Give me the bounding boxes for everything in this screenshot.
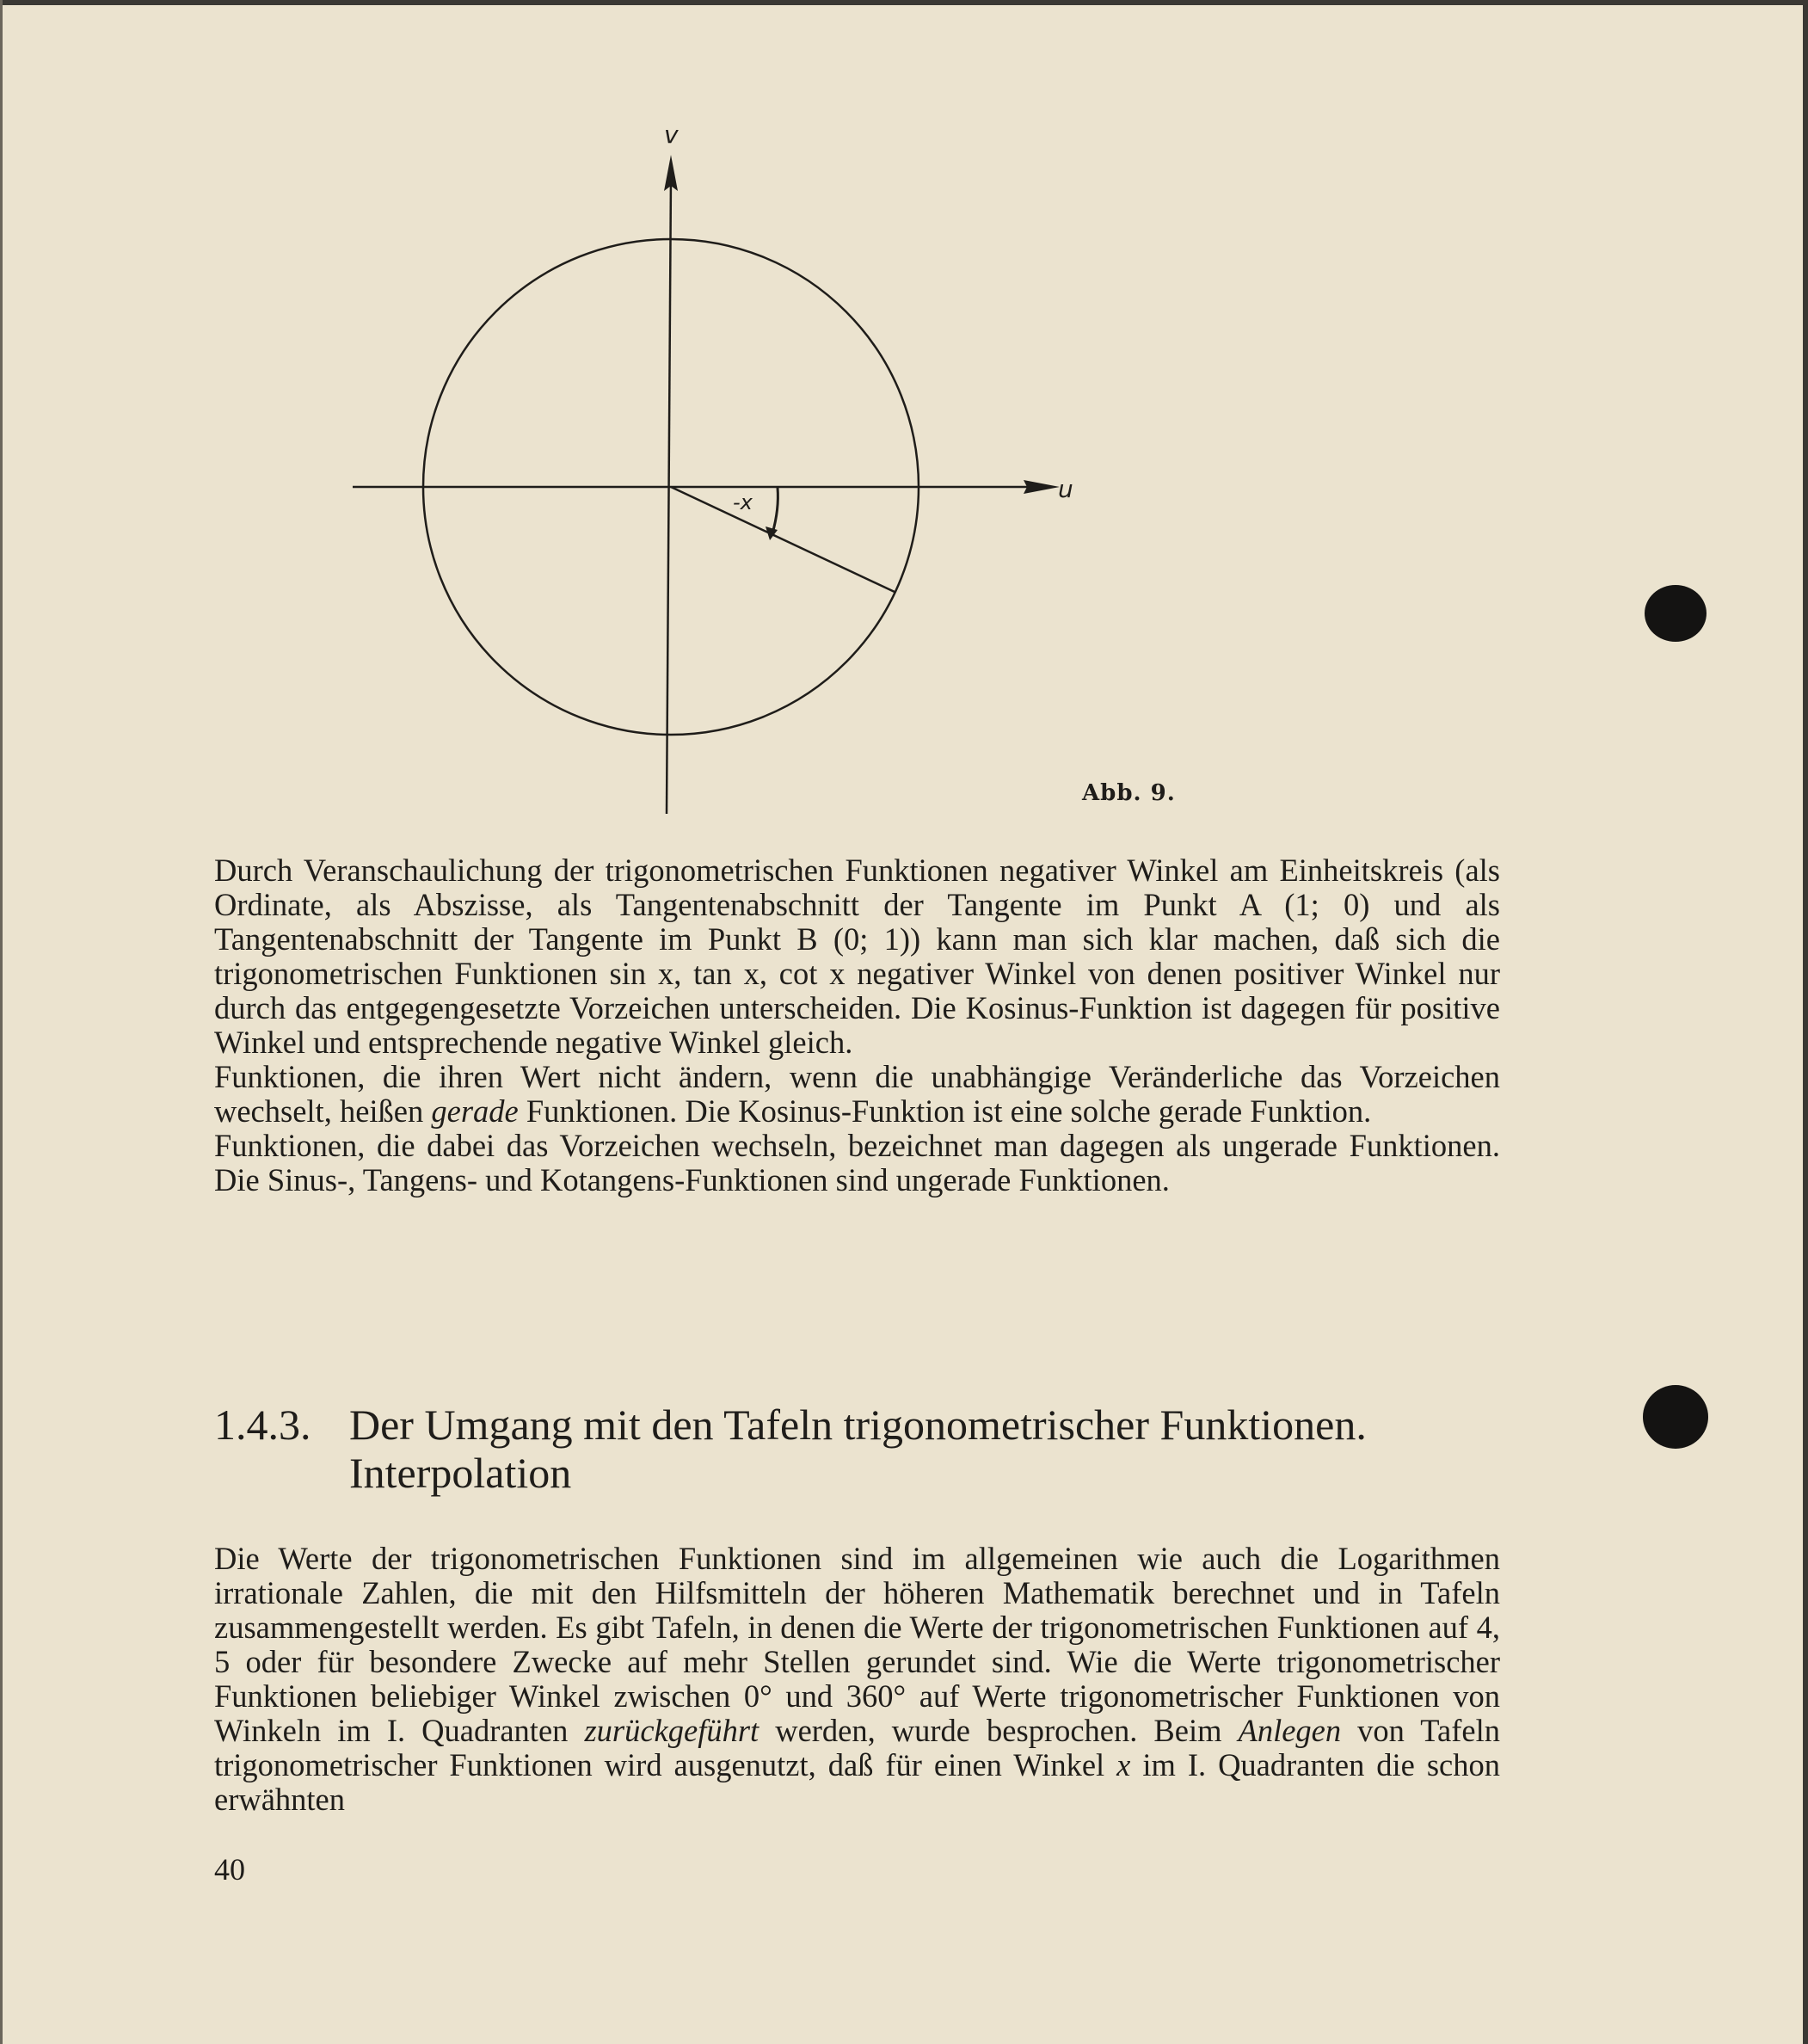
paragraph-2-end: Funktionen. Die Kosinus-Funktion ist eine solche gerade Funktion. bbox=[518, 1093, 1372, 1129]
v-axis-arrow bbox=[664, 155, 678, 191]
section-paragraph bbox=[214, 1542, 1500, 1817]
angle-arc bbox=[772, 488, 778, 533]
scan-edge-right bbox=[1803, 0, 1808, 2044]
u-axis-label: u bbox=[1058, 475, 1073, 503]
angle-arrow bbox=[766, 526, 778, 540]
section-title: Der Umgang mit den Tafeln trigonometrischer Funktionen. Interpolation bbox=[349, 1401, 1367, 1497]
paragraph-1: Durch Veranschaulichung der trigonometrischen Funktionen negativer Winkel am Einheitskreis (als Ordinate, als Abszisse, als Tangentenabschnitt der Tangente im Punkt A (1; 0) und als Tangentenabschnitt der Tangente im Punkt B (0; 1)) kann man sich klar machen, daß sich die trigonometrischen Funktionen sin x, tan x, cot x negativer Winkel von denen positiver Winkel nur durch das entgegengesetzte Vorzeichen unterscheiden. Die Kosinus-Funktion ist dagegen für positive Winkel und entsprechende negative Winkel gleich. bbox=[214, 853, 1500, 1060]
v-axis-label: v bbox=[664, 120, 679, 149]
scan-edge-top bbox=[0, 0, 1808, 5]
emphasis-zurueckgefuehrt: zurückgeführt bbox=[584, 1713, 759, 1748]
punch-hole-lower bbox=[1643, 1385, 1708, 1449]
u-axis-arrow bbox=[1024, 480, 1060, 494]
unit-circle-diagram bbox=[310, 112, 1135, 834]
radius-line bbox=[671, 487, 895, 592]
emphasis-variable-x: x bbox=[1116, 1747, 1131, 1782]
paragraph-2-start: Funktionen, die ihren Wert nicht ändern, wenn die unabhängige Veränderliche das Vorzeichen wechselt, heißen bbox=[214, 1059, 1500, 1129]
scan-edge-left bbox=[0, 0, 3, 2044]
figure-caption: Abb. 9. bbox=[1082, 780, 1176, 806]
unit-circle-figure bbox=[310, 112, 1135, 834]
paragraph-3: Funktionen, die dabei das Vorzeichen wechseln, bezeichnet man dagegen als ungerade Funktionen. Die Sinus-, Tangens- und Kotangens-Funktionen sind ungerade Funktionen. bbox=[214, 1128, 1500, 1197]
angle-label: -x bbox=[733, 490, 753, 514]
section-text-part-4: im I. Quadranten die schon erwähnten bbox=[214, 1747, 1500, 1817]
paragraph-2 bbox=[214, 1060, 1500, 1129]
body-text bbox=[214, 853, 1500, 1197]
section-text-part-3: von Tafeln trigonometrischer Funktionen wird ausgenutzt, daß für einen Winkel bbox=[214, 1713, 1500, 1782]
emphasis-anlegen: Anlegen bbox=[1238, 1713, 1342, 1748]
section-text-part-2: werden, wurde besprochen. Beim bbox=[759, 1713, 1239, 1748]
emphasis-gerade: gerade bbox=[431, 1093, 519, 1129]
punch-hole-upper bbox=[1645, 585, 1707, 642]
section-text-part-1: Die Werte der trigonometrischen Funktionen sind im allgemeinen wie auch die Logarithmen irrationale Zahlen, die mit den Hilfsmitteln der höheren Mathematik berechnet und in Tafeln zusammengestellt werden. Es gibt Tafeln, in denen die Werte der trigonometrischen Funktionen auf 4, 5 oder für besondere Zwecke auf mehr Stellen gerundet sind. Wie die Werte trigonometrischer Funktionen beliebiger Winkel zwischen 0° und 360° auf Werte trigonometrischer Funktionen von Winkeln im I. Quadranten bbox=[214, 1541, 1500, 1748]
page-number: 40 bbox=[214, 1852, 245, 1887]
section-body-text bbox=[214, 1542, 1500, 1817]
section-number: 1.4.3. bbox=[214, 1401, 311, 1449]
v-axis bbox=[667, 176, 671, 814]
